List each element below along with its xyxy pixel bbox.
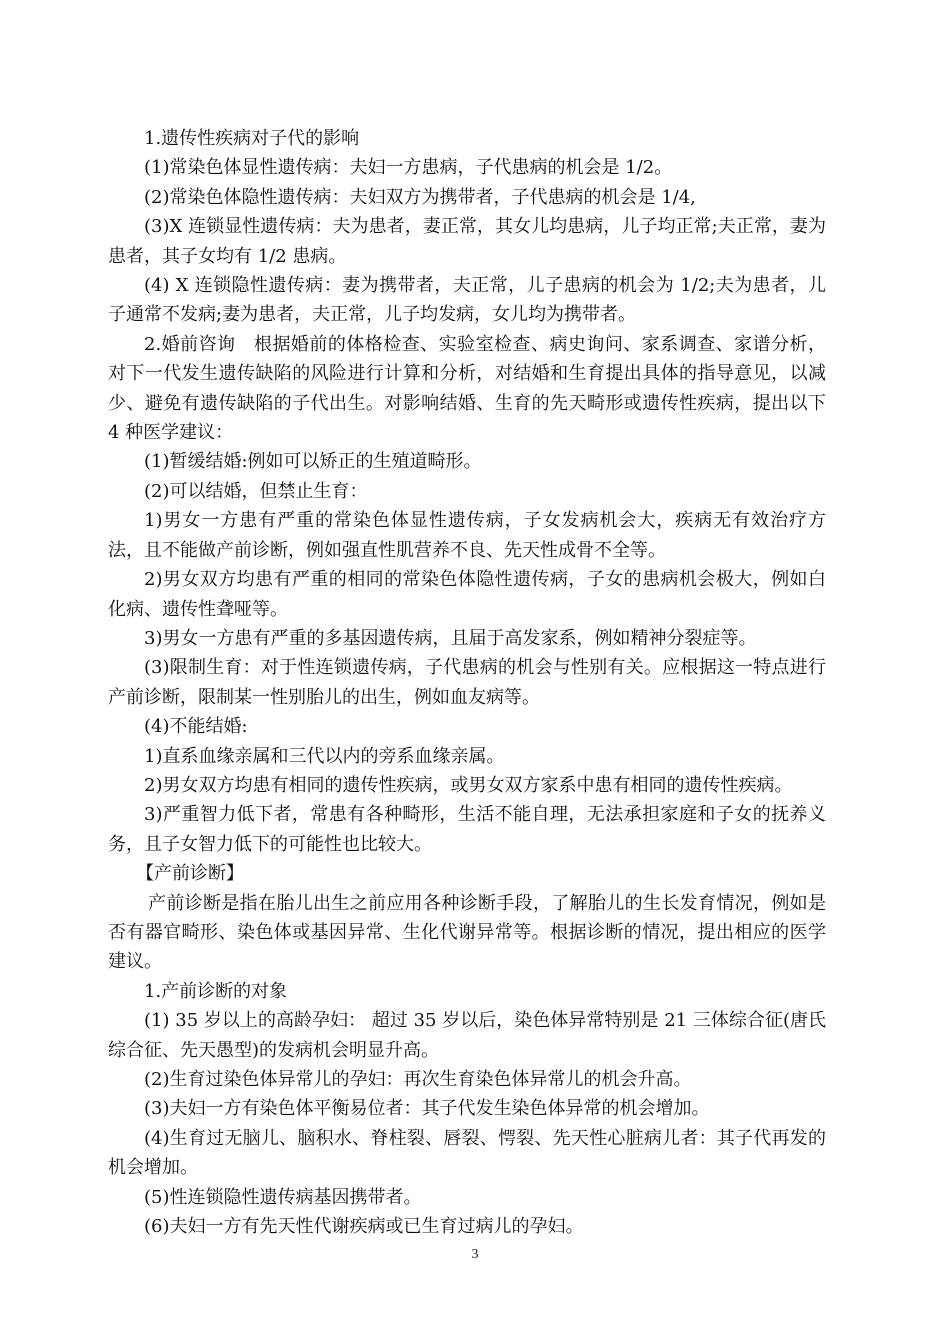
paragraph: (3)X 连锁显性遗传病：夫为患者，妻正常，其女儿均患病，儿子均正常;夫正常，妻为患者，其子女均有 1/2 患病。 [108, 216, 826, 267]
paragraph: (5)性连锁隐性遗传病基因携带者。 [144, 1186, 422, 1208]
paragraph: (1)常染色体显性遗传病：夫妇一方患病，子代患病的机会是 1/2。 [144, 157, 673, 179]
paragraph: (4) X 连锁隐性遗传病：妻为携带者，夫正常，儿子患病的机会为 1/2;夫为患者，儿子通常不发病;妻为患者，夫正常，儿子均发病，女儿均为携带者。 [108, 275, 826, 326]
paragraph: 1)直系血缘亲属和三代以内的旁系血缘亲属。 [144, 745, 505, 767]
paragraph: (2)生育过染色体异常儿的孕妇：再次生育染色体异常儿的机会升高。 [144, 1069, 692, 1090]
paragraph: 产前诊断是指在胎儿出生之前应用各种诊断手段，了解胎儿的生长发育情况，例如是否有器官畸形、染色体或基因异常、生化代谢异常等。根据诊断的情况，提出相应的医学建议。 [108, 892, 826, 973]
paragraph: (3)限制生育：对于性连锁遗传病，子代患病的机会与性别有关。应根据这一特点进行产前诊断，限制某一性别胎儿的出生，例如血友病等。 [108, 657, 826, 708]
paragraph: 1)男女一方患有严重的常染色体显性遗传病，子女发病机会大，疾病无有效治疗方法，且不能做产前诊断，例如强直性肌营养不良、先天性成骨不全等。 [108, 510, 826, 561]
document-body [108, 124, 832, 1241]
paragraph: 2.婚前咨询 根据婚前的体格检查、实验室检查、病史询问、家系调查、家谱分析，对下一代发生遗传缺陷的风险进行计算和分析，对结婚和生育提出具体的指导意见，以减少、避免有遗传缺陷的子代出生。对影响结婚、生育的先天畸形或遗传性疾病，提出以下 4 种医学建议： [108, 333, 832, 444]
paragraph: (2)常染色体隐性遗传病：夫妇双方为携带者，子代患病的机会是 1/4, [144, 186, 696, 208]
paragraph: (1) 35 岁以上的高龄孕妇： 超过 35 岁以后，染色体异常特别是 21 三体综合征(唐氏综合征、先天愚型)的发病机会明显升高。 [108, 1010, 826, 1061]
section-heading: 1.遗传性疾病对子代的影响 [144, 128, 360, 149]
paragraph: 2)男女双方均患有相同的遗传性疾病，或男女双方家系中患有相同的遗传性疾病。 [144, 774, 793, 796]
paragraph: (1)暂缓结婚:例如可以矫正的生殖道畸形。 [144, 451, 482, 473]
paragraph: (3)夫妇一方有染色体平衡易位者：其子代发生染色体异常的机会增加。 [144, 1098, 710, 1120]
paragraph: (4)不能结婚: [144, 716, 248, 738]
paragraph: 3)严重智力低下者，常患有各种畸形，生活不能自理，无法承担家庭和子女的抚养义务，且子女智力低下的可能性也比较大。 [108, 804, 826, 855]
paragraph: (6)夫妇一方有先天性代谢疾病或已生育过病儿的孕妇。 [144, 1216, 584, 1238]
page-number: 3 [471, 1247, 479, 1262]
paragraph: 2)男女双方均患有严重的相同的常染色体隐性遗传病，子女的患病机会极大，例如白化病、遗传性聋哑等。 [108, 569, 826, 620]
paragraph: (2)可以结婚，但禁止生育： [144, 480, 368, 502]
section-heading: 【产前诊断】 [136, 863, 244, 885]
paragraph: (4)生育过无脑儿、脑积水、脊柱裂、唇裂、愕裂、先天性心脏病儿者：其子代再发的机会增加。 [108, 1127, 826, 1179]
paragraph: 3)男女一方患有严重的多基因遗传病，且届于高发家系，例如精神分裂症等。 [144, 627, 757, 649]
section-heading: 1.产前诊断的对象 [144, 980, 288, 1002]
